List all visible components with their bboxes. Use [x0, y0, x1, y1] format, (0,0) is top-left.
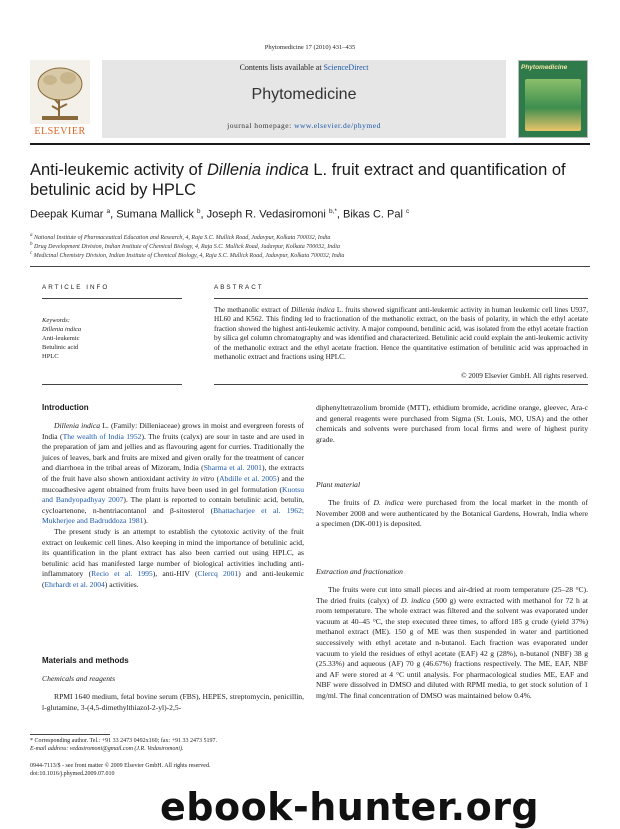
email-footnote: E-mail address: vedasiromoni@gmail.com (J.R. Vedasiromoni).: [30, 746, 184, 752]
author-list: Deepak Kumar $^a$, Sumana Mallick $^b$, Joseph R. Vedasiromoni $^{b,*}$, Bikas C. Pal $^c$: [30, 208, 410, 221]
contents-line: [102, 63, 506, 72]
corresponding-author-footnote: * Corresponding author. Tel.: +91 33 2473 0492x160; fax: +91 33 2473 5197.: [30, 738, 218, 744]
abstract-text: The methanolic extract of Dillenia indica L. fruits showed significant anti-leukemic activity in human leukemic cell lines U937, HL60 and K562. This finding led to fractionation of the methanolic extract, on the basis of polarity, in which the ethyl acetate fraction showed the highest anti-leukemic activity. A major compound, betulinic acid, was isolated from the ethyl acetate fraction by silica gel column chromatography and was identified and characterized. Betulinic acid could explain the anti-leukemic activity of the methanolic extract and the ethyl acetate fraction. Hence the quantitative estimation of betulinic acid was approached in methanolic extract and fractions using HPLC.: [214, 306, 588, 362]
affiliation-b: $^b$ Drug Development Division, Indian Institute of Chemical Biology, 4, Raja S.C. Mullick Road, Jadavpur, Kolkata 700032, India: [30, 242, 340, 250]
author-name[interactable]: Sumana Mallick: [116, 208, 194, 221]
citation-link[interactable]: The wealth of India 1952: [62, 431, 142, 441]
title-species-name: Dillenia indica: [206, 161, 309, 179]
author-affiliation-mark: a: [106, 208, 111, 215]
author-affiliation-mark: c: [406, 208, 410, 215]
affiliation-a: $^a$ National Institute of Pharmaceutical Education and Research, 4, Raja S.C. Mullick Road, Jadavpur, Kolkata 700032, India: [30, 233, 331, 241]
journal-citation-line: Phytomedicine 17 (2010) 431–435: [264, 44, 356, 51]
keyword-item: Betulinic acid: [42, 344, 79, 351]
abstract-rule: [214, 298, 588, 299]
introduction-body: [42, 421, 304, 591]
citation-link[interactable]: Ehrhardt et al. 2004: [44, 579, 105, 589]
citation-link[interactable]: Sharma et al. 2001: [203, 463, 262, 473]
article-info-bottom-rule: [42, 384, 182, 385]
citation-link[interactable]: Recio et al. 1995: [91, 569, 153, 579]
doi-line[interactable]: doi:10.1016/j.phymed.2009.07.010: [30, 771, 115, 777]
elsevier-logo: [30, 60, 90, 140]
citation-link[interactable]: Clercq 2001: [197, 569, 239, 579]
chemicals-body: RPMI 1640 medium, fetal bovine serum (FBS), HEPES, streptomycin, penicillin, l-glutamine, 3-(4,5-dimethylthiazol-2-yl)-2,5-: [42, 692, 304, 712]
extraction-body: The fruits were cut into small pieces and air-dried at room temperature (25–28 °C). The dried fruits (calyx) of D. indica (500 g) were extracted with methanol for 72 h at room temperature. The whole extract was filtered and the solvent was evaporated under vacuum at 40–45 °C, the step executed three times, to afford 185 g crude (yield 37%) methanol extract (ME). 150 g of ME was then suspended in water and partitioned successively with ethyl acetate and n-butanol. Each fraction was evaporated under vacuum to yield the residues of ethyl acetate (EAF) 42 g (28%), n-butanol (NBF) 38 g (25.33%) and aqueous (AF) 70 g (46.67%) fractions respectively. The ME, EAF, NBF and AF were stored at 4 °C until analysis. For pharmacological studies ME, EAF and NBF were dissolved in DMSO and diluted with RPMI media, to get stock solution of 1 mg/ml. The final concentration of DMSO was maintained below 0.4%.: [316, 585, 588, 700]
citation-link[interactable]: Kuotsu and Bandyopadhyay 2007: [42, 484, 304, 505]
author-name[interactable]: Deepak Kumar: [30, 208, 104, 221]
author-affiliation-mark: b: [196, 208, 201, 215]
journal-homepage-link[interactable]: www.elsevier.de/phymed: [294, 121, 381, 130]
plant-material-body: The fruits of D. indica were purchased from the local market in the month of November 2008 and were authenticated by the Botanical Gardens, Howrah, India where a specimen (DK-001) is deposited.: [316, 498, 588, 529]
abstract-copyright: © 2009 Elsevier GmbH. All rights reserved.: [461, 372, 588, 380]
materials-methods-heading: Materials and methods: [42, 656, 129, 665]
introduction-heading: Introduction: [42, 403, 89, 412]
publisher-logo-text: ELSEVIER: [34, 126, 86, 137]
affiliation-c: $^c$ Medicinal Chemistry Division, Indian Institute of Chemical Biology, 4, Raja S.C. Mullick Road, Jadavpur, Kolkata 700032, India: [30, 251, 345, 259]
cover-image: [525, 79, 581, 131]
chemicals-continuation: diphenyltetrazolium bromide (MTT), ethidium bromide, acridine orange, gleevec, Ara-c and general reagents were purchased from Sigma (St. Louis, MO, USA) and the other chemicals and solvents were purchased from local firms and were of highest purity grade.: [316, 403, 588, 444]
article-title: Anti-leukemic activity of Dillenia indica L. fruit extract and quantification of betulinic acid by HPLC: [30, 161, 566, 199]
keyword-item: Dillenia indica: [42, 326, 82, 333]
article-info-heading: ARTICLE INFO: [42, 284, 110, 291]
abstract-bottom-rule: [214, 384, 588, 385]
issn-line: 0944-7113/$ - see front matter © 2009 Elsevier GmbH. All rights reserved.: [30, 763, 211, 769]
chemicals-subheading: Chemicals and reagents: [42, 674, 116, 683]
author-name[interactable]: Bikas C. Pal: [343, 208, 403, 221]
abstract-heading: ABSTRACT: [214, 284, 264, 291]
contents-prefix: Contents lists available at: [239, 63, 324, 72]
citation-link[interactable]: Abdille et al. 2005: [219, 473, 277, 483]
citation-link[interactable]: Bhattacharjee et al. 1962; Mukherjee and Badruddoza 1981: [42, 505, 304, 526]
author-name[interactable]: Joseph R. Vedasiromoni: [206, 208, 326, 221]
plant-material-subheading: Plant material: [316, 480, 361, 489]
author-affiliation-mark: b,*: [328, 208, 337, 215]
affiliation-divider: [30, 266, 590, 267]
journal-homepage-line: [102, 121, 506, 130]
extraction-subheading: Extraction and fractionation: [316, 567, 403, 576]
footnote-rule: [30, 734, 110, 735]
intro-paragraph-2: The present study is an attempt to establish the cytotoxic activity of the fruit extract on leukemic cell lines. Also keeping in mind the importance of betulinic acid, its quantification in the plant extract has also been carried out using HPLC, as betulinic acid has manifested large number of biological activities including anti-inflammatory (Recio et al. 1995), anti-HIV (Clercq 2001) and anti-leukemic (Ehrhardt et al. 2004) activities.: [42, 526, 304, 589]
keywords-label: Keywords:: [42, 317, 70, 324]
journal-cover-thumbnail: [518, 60, 588, 138]
article-info-rule: [42, 298, 182, 299]
keyword-item: HPLC: [42, 353, 59, 360]
sciencedirect-link[interactable]: ScienceDirect: [323, 63, 369, 72]
cover-title: Phytomedicine: [521, 64, 568, 71]
keyword-item: Anti-leukemic: [42, 335, 80, 342]
homepage-prefix: journal homepage:: [227, 121, 295, 130]
watermark-text: ebook-hunter.org: [160, 785, 540, 829]
journal-name: Phytomedicine: [251, 86, 357, 103]
header-divider: [30, 143, 590, 145]
intro-paragraph-1: Dillenia indica L. (Family: Dilleniaceae) grows in moist and evergreen forests of India (The wealth of India 1952). The fruits (calyx) are sour in taste and are used in the preparation of jam and jellies and as flavouring agent for curries. Traditionally the juices of leaves, bark and fruits are mixed and given orally for the treatment of cancer and diarrhoea in the tribal areas of Mizoram, India (Sharma et al. 2001), the extracts of the fruit have also shown antioxidant activity in vitro (Abdille et al. 2005) and the mucoadhesive agent obtained from fruits have been used in gel formulation (Kuotsu and Bandyopadhyay 2007). The plant is reported to contain betulinic acid, betulin, cycloartenone, n-hentriacontanol and β-sitosterol (Bhattacharjee et al. 1962; Mukherjee and Badruddoza 1981).: [42, 421, 305, 526]
